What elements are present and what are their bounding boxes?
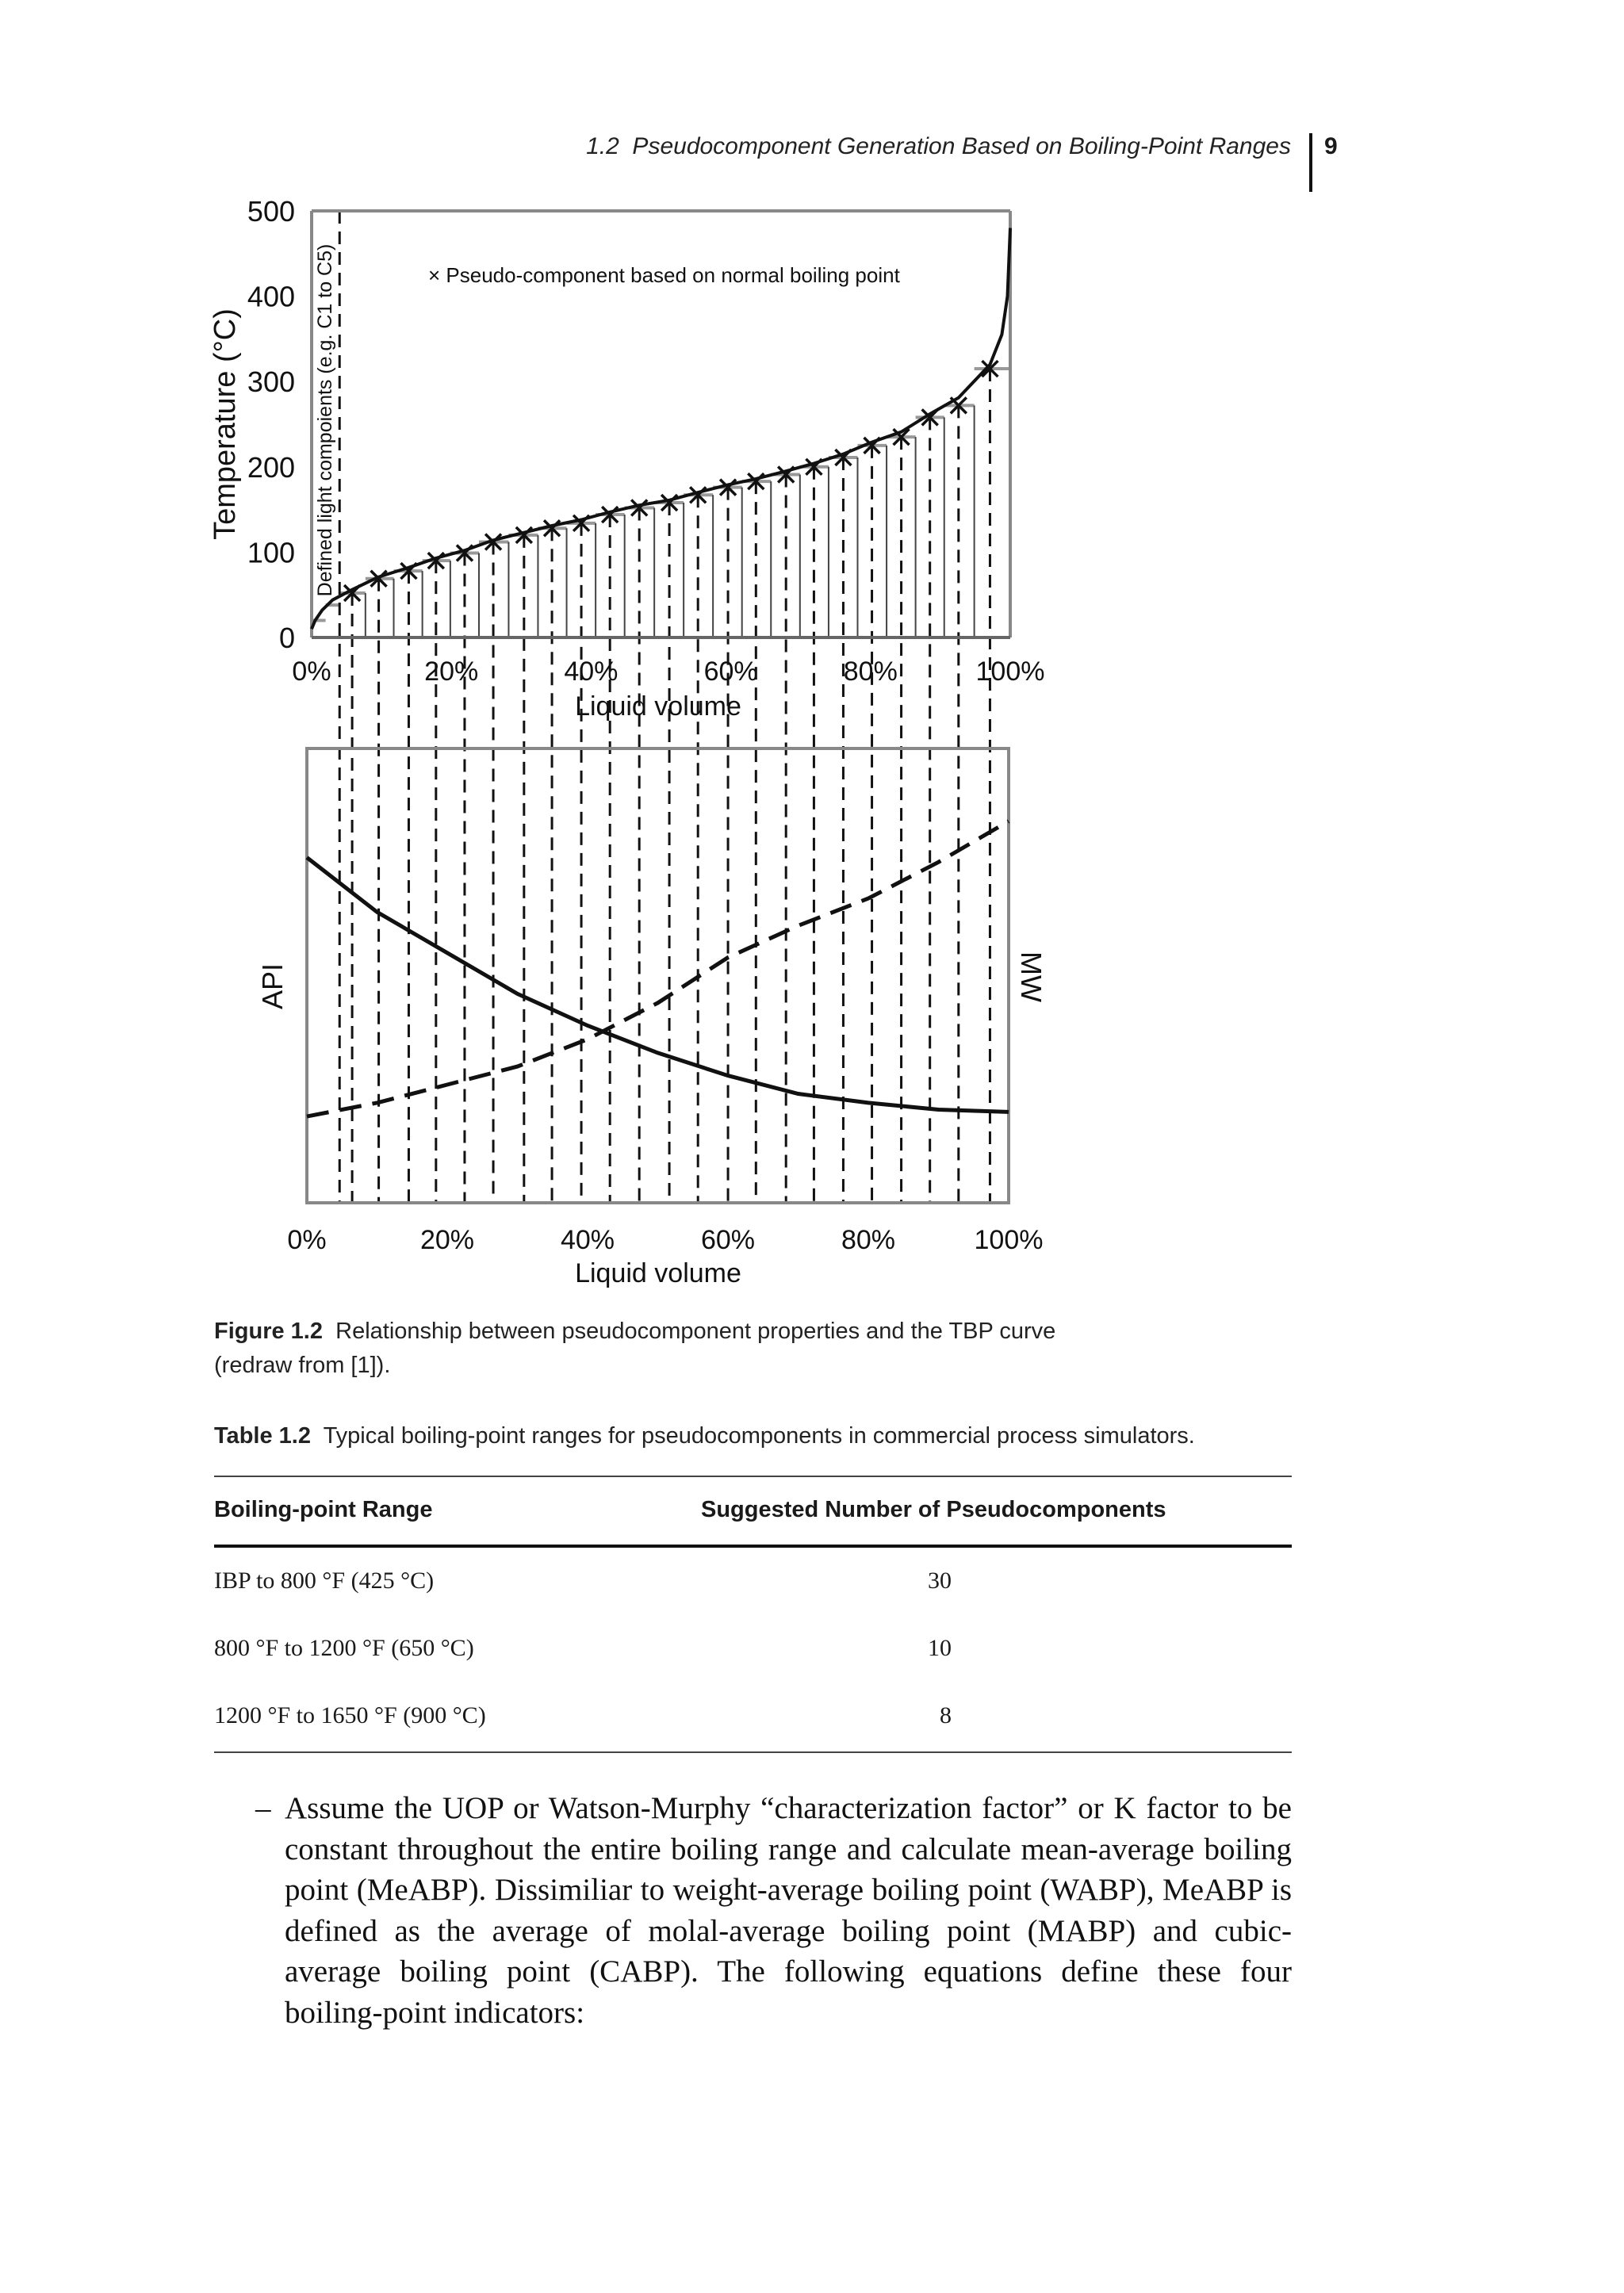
table-bottom-rule [214,1751,1292,1753]
table-label: Table 1.2 [214,1423,311,1449]
page-number: 9 [1324,133,1338,159]
x-axis-label: Liquid volume [575,691,741,722]
x-tick-label: 80% [843,657,898,687]
figure-caption-line2: (redraw from [1]). [214,1353,391,1378]
table-row-3-range: 1200 °F to 1650 °F (900 °C) [214,1702,486,1728]
table-row-2-count: 10 [928,1635,952,1661]
y-axis-label: Temperature (°C) [209,308,242,540]
table-row-2-range: 800 °F to 1200 °F (650 °C) [214,1635,474,1661]
table-caption-text: Typical boiling-point ranges for pseudocomponents in commercial process simulators. [323,1423,1195,1449]
x-tick-label: 40% [564,657,619,687]
bottom-x-tick-label: 60% [700,1225,756,1255]
y-tick-label: 100 [247,536,295,569]
tbp-curve [312,228,1010,630]
y-tick-label: 400 [247,280,295,313]
table-caption [214,1419,1308,1453]
table-top-rule [214,1476,1292,1477]
table-header-range: Boiling-point Range [214,1497,433,1522]
y-tick-label: 200 [247,450,295,484]
figure-label: Figure 1.2 [214,1319,323,1344]
x-tick-label: 20% [424,657,479,687]
x-tick-label: 100% [975,657,1045,687]
mw-curve [307,821,1009,1116]
table-row-3-count: 8 [940,1702,952,1728]
legend: × Pseudo-component based on normal boiling point [428,263,900,287]
light-components-annotation: Defined light compoients (e.g. C1 to C5) [314,243,336,597]
mw-axis-label: MW [1015,951,1048,1002]
bottom-x-tick-label: 20% [419,1225,475,1255]
table-row-1-range: IBP to 800 °F (425 °C) [214,1568,435,1594]
bottom-x-tick-label: 40% [560,1225,615,1255]
api-axis-label: API [256,963,289,1010]
table-header-count: Suggested Number of Pseudocomponents [701,1497,1166,1522]
y-tick-label: 0 [278,622,295,654]
figure-caption-line1: Relationship between pseudocomponent properties and the TBP curve [335,1319,1056,1344]
y-tick-label: 500 [247,195,295,228]
y-tick-label: 300 [247,366,295,399]
bullet-dash: – [255,1791,271,1825]
body-paragraph: Assume the UOP or Watson-Murphy “characterization factor” or K factor to be constant throughout the entire boiling range and calculate mean-average boiling point (MeABP). Dissimiliar to weight-average boiling point (WABP), MeABP is defined as the average of molal-average boiling point (MABP) and cubic-average boiling point (CABP). The following equations define these four boiling-point indicators: [285,1791,1292,2030]
bottom-x-tick-label: 100% [974,1225,1044,1255]
figure-caption [214,1315,1245,1383]
running-title: 1.2 Pseudocomponent Generation Based on Boiling-Point Ranges [586,133,1291,159]
x-tick-label: 60% [703,657,758,687]
table-header-rule [214,1545,1292,1548]
bottom-x-tick-label: 0% [287,1225,327,1255]
api-curve [307,858,1009,1112]
table-row-1-count: 30 [928,1568,952,1594]
x-tick-label: 0% [292,657,331,687]
bottom-x-axis-label: Liquid volume [575,1258,741,1288]
bottom-plot-frame [307,748,1009,1203]
bottom-x-tick-label: 80% [841,1225,896,1255]
